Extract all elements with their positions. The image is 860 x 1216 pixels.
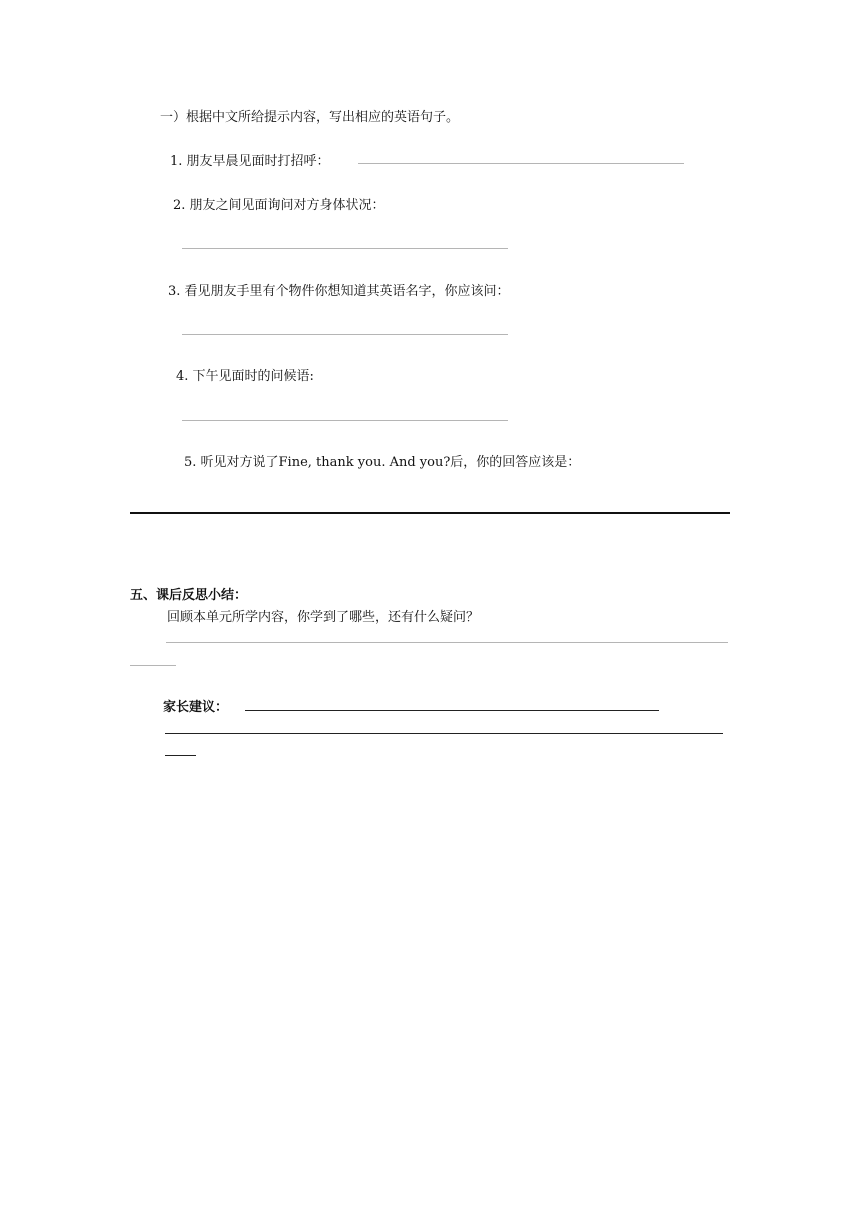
parent-line-3 xyxy=(165,755,196,756)
reflection-line-1 xyxy=(166,642,728,643)
exercise-item-2: 2. 朋友之间见面询问对方身体状况： xyxy=(173,198,385,213)
answer-line-3 xyxy=(182,334,508,335)
section-divider xyxy=(130,512,730,514)
reflection-prompt: 回顾本单元所学内容，你学到了哪些，还有什么疑问？ xyxy=(167,610,480,625)
parent-line-1 xyxy=(245,710,659,711)
answer-line-1 xyxy=(358,163,684,164)
parent-suggestion-label: 家长建议： xyxy=(163,700,229,715)
exercise-heading: 一）根据中文所给提示内容，写出相应的英语句子。 xyxy=(160,110,460,125)
parent-line-2 xyxy=(165,733,723,734)
exercise-item-3: 3. 看见朋友手里有个物件你想知道其英语名字，你应该问： xyxy=(168,284,510,299)
answer-line-2 xyxy=(182,248,508,249)
exercise-item-5: 5. 听见对方说了Fine, thank you. And you?后，你的回答应该是： xyxy=(184,455,581,470)
answer-line-4 xyxy=(182,420,508,421)
reflection-heading: 五、课后反思小结： xyxy=(130,588,248,603)
exercise-item-4: 4. 下午见面时的问候语: xyxy=(176,369,314,384)
reflection-line-2 xyxy=(130,665,176,666)
exercise-item-1: 1. 朋友早晨见面时打招呼： xyxy=(170,154,330,169)
